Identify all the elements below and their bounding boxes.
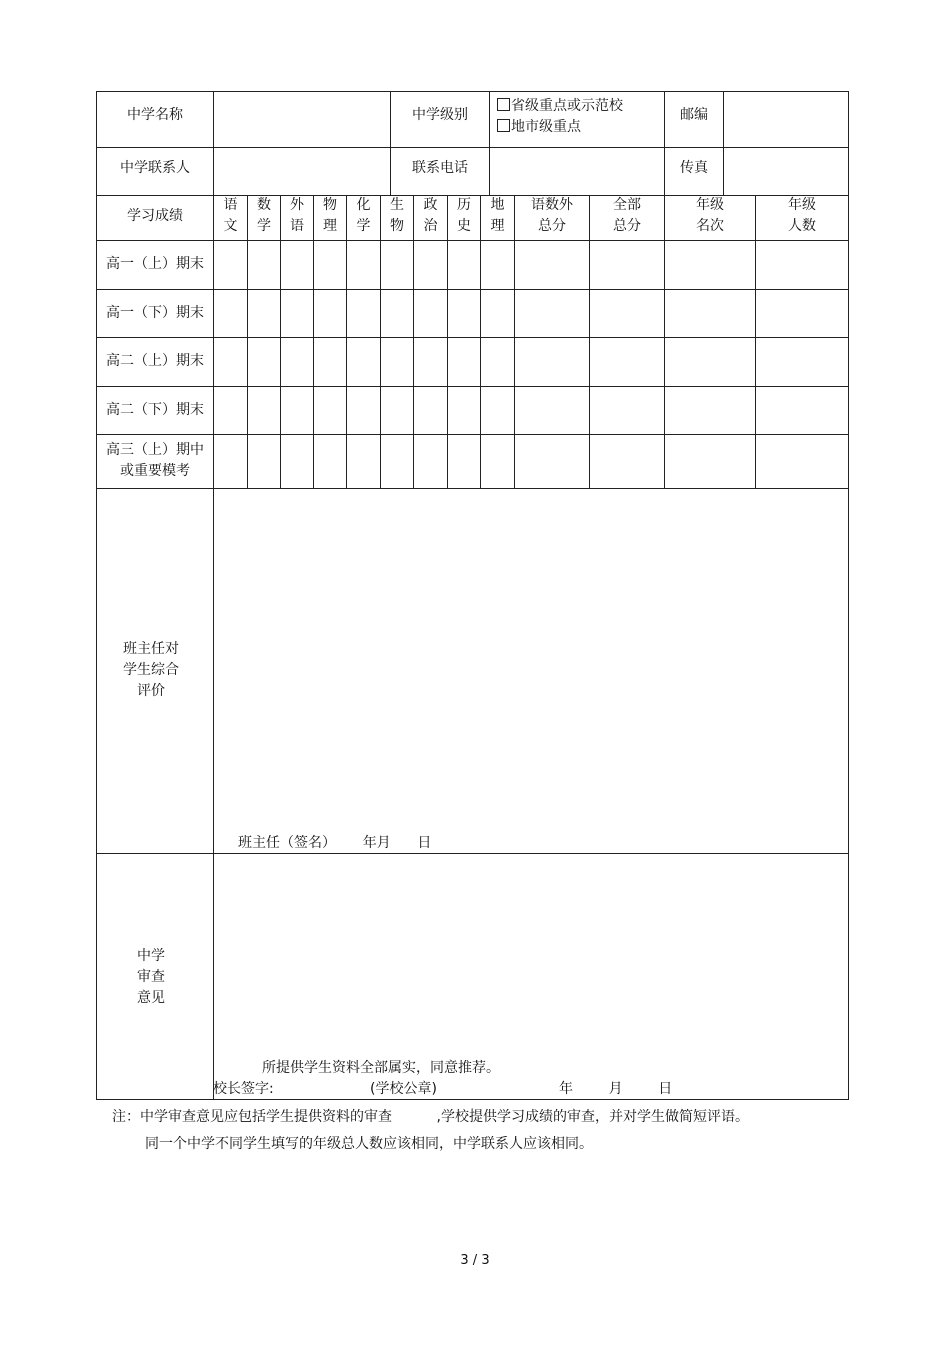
phone-label: 联系电话 [412,160,468,176]
level-option-city[interactable]: 地市级重点 [497,117,623,138]
grade-cell[interactable] [590,387,664,434]
grade-column-header: 语数外 总分 [531,197,573,234]
grade-cell[interactable] [414,435,447,488]
grade-cell[interactable] [381,387,413,434]
grade-cell[interactable] [314,338,346,386]
grade-column-header: 物 理 [323,197,337,234]
grade-cell[interactable] [281,290,313,337]
grade-cell[interactable] [665,290,755,337]
grade-cell[interactable] [414,241,447,289]
school-level-label: 中学级别 [412,107,468,123]
grade-column-header: 全部 总分 [613,197,641,234]
grade-cell[interactable] [281,241,313,289]
grade-cell[interactable] [214,387,247,434]
grade-cell[interactable] [214,338,247,386]
school-review-label: 中学 审查 意见 [137,948,165,1006]
contact-label: 中学联系人 [120,160,190,176]
teacher-signature-line: 班主任（签名） 年月 日 [238,835,432,851]
grade-cell[interactable] [665,241,755,289]
grade-column-header: 外 语 [290,197,304,234]
grade-cell[interactable] [448,290,480,337]
grade-cell[interactable] [414,338,447,386]
grade-cell[interactable] [665,435,755,488]
grade-cell[interactable] [590,290,664,337]
grade-column-header: 生 物 [390,197,404,234]
school-review-field[interactable] [214,854,848,1054]
grade-cell[interactable] [314,435,346,488]
term-row-label: 高三（上）期中 或重要模考 [106,442,204,479]
level-option-provincial[interactable]: 省级重点或示范校 [497,96,623,117]
grade-cell[interactable] [448,241,480,289]
grade-cell[interactable] [414,387,447,434]
teacher-eval-label: 班主任对 学生综合 评价 [123,641,179,699]
page-number: 3 / 3 [460,1253,490,1268]
note-line-1: 注：中学审查意见应包括学生提供资料的审查 ,学校提供学习成绩的审查，并对学生做简短评语。 [112,1109,749,1125]
grade-cell[interactable] [381,435,413,488]
grade-cell[interactable] [214,241,247,289]
grade-cell[interactable] [347,241,380,289]
note-line-2: 同一个中学不同学生填写的年级总人数应该相同，中学联系人应该相同。 [145,1136,593,1152]
grade-cell[interactable] [281,435,313,488]
grade-cell[interactable] [347,387,380,434]
grade-cell[interactable] [381,241,413,289]
postcode-label: 邮编 [680,107,708,123]
school-name-field[interactable] [214,92,390,147]
grade-cell[interactable] [515,387,589,434]
contact-field[interactable] [214,148,390,195]
review-date: 年 月 日 [559,1081,673,1097]
school-seal-label: (学校公章) [370,1081,437,1097]
grade-cell[interactable] [590,338,664,386]
grade-cell[interactable] [515,435,589,488]
term-row-label: 高二（下）期末 [106,401,204,418]
grade-cell[interactable] [248,387,280,434]
grade-cell[interactable] [756,435,848,488]
grade-cell[interactable] [314,387,346,434]
grade-cell[interactable] [448,338,480,386]
grade-cell[interactable] [515,241,589,289]
checkbox-icon[interactable] [497,119,510,132]
grade-cell[interactable] [756,290,848,337]
grade-cell[interactable] [414,290,447,337]
grade-cell[interactable] [281,387,313,434]
grade-column-header: 地 理 [490,197,505,234]
grade-column-header: 语 文 [223,197,238,234]
grade-cell[interactable] [756,387,848,434]
grade-cell[interactable] [481,290,514,337]
grade-cell[interactable] [281,338,313,386]
grade-cell[interactable] [314,241,346,289]
term-row-label: 高一（下）期末 [106,304,204,321]
grade-cell[interactable] [381,290,413,337]
grade-cell[interactable] [381,338,413,386]
grades-label: 学习成绩 [127,208,183,224]
grade-cell[interactable] [248,241,280,289]
fax-label: 传真 [680,160,708,176]
grade-cell[interactable] [590,435,664,488]
grade-cell[interactable] [347,338,380,386]
checkbox-icon[interactable] [497,98,510,111]
school-name-label: 中学名称 [127,107,183,123]
teacher-eval-field[interactable] [214,489,848,829]
grade-cell[interactable] [214,435,247,488]
term-row-label: 高一（上）期末 [106,256,204,272]
phone-field[interactable] [490,148,664,195]
grade-column-header: 化 学 [356,197,371,234]
grade-cell[interactable] [665,387,755,434]
grade-column-header: 年级 人数 [788,197,816,234]
grade-cell[interactable] [481,435,514,488]
school-level-options [497,96,623,138]
principal-signature-label: 校长签字: [213,1081,274,1097]
grade-cell[interactable] [515,290,589,337]
grade-cell[interactable] [347,290,380,337]
grade-cell[interactable] [481,338,514,386]
grade-cell[interactable] [756,338,848,386]
grade-column-header: 政 治 [423,197,438,234]
grade-cell[interactable] [314,290,346,337]
grade-cell[interactable] [448,435,480,488]
review-statement: 所提供学生资料全部属实，同意推荐。 [262,1060,500,1076]
grade-cell[interactable] [481,241,514,289]
grade-cell[interactable] [248,290,280,337]
grade-cell[interactable] [515,338,589,386]
grade-column-header: 数 学 [257,197,271,234]
grade-cell[interactable] [248,435,280,488]
grade-cell[interactable] [756,241,848,289]
fax-field[interactable] [724,148,848,195]
grade-cell[interactable] [448,387,480,434]
grade-column-header: 历 史 [457,197,471,234]
grade-cell[interactable] [665,338,755,386]
grade-cell[interactable] [481,387,514,434]
postcode-field[interactable] [724,92,848,147]
grade-cell[interactable] [590,241,664,289]
grade-cell[interactable] [214,290,247,337]
grade-cell[interactable] [248,338,280,386]
term-row-label: 高二（上）期末 [106,353,204,369]
grade-cell[interactable] [347,435,380,488]
grade-column-header: 年级 名次 [696,197,724,234]
